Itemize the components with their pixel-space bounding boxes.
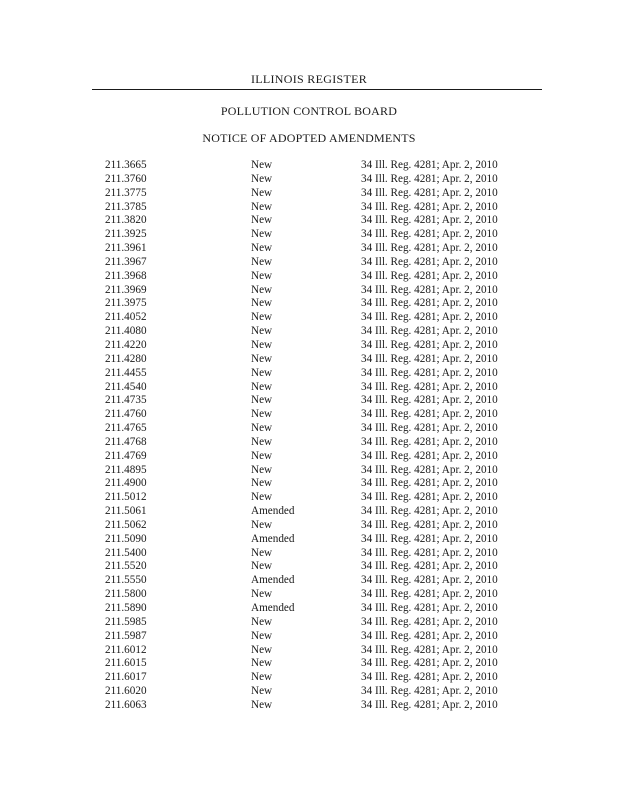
- section-number: 211.4895: [105, 463, 147, 476]
- register-citation: 34 Ill. Reg. 4281; Apr. 2, 2010: [361, 518, 498, 531]
- action-type: New: [251, 449, 273, 462]
- table-row: [0, 256, 618, 270]
- table-row: [0, 187, 618, 201]
- action-type: New: [251, 186, 273, 199]
- section-number: 211.4900: [105, 477, 147, 490]
- section-number: 211.5987: [105, 629, 147, 642]
- table-row: [0, 616, 618, 630]
- table-row: [0, 671, 618, 685]
- action-type: New: [251, 615, 273, 628]
- action-type: New: [251, 408, 273, 421]
- register-citation: 34 Ill. Reg. 4281; Apr. 2, 2010: [361, 366, 498, 379]
- action-type: New: [251, 172, 273, 185]
- action-type: New: [251, 325, 273, 338]
- table-row: [0, 311, 618, 325]
- action-type: New: [251, 657, 273, 670]
- register-citation: 34 Ill. Reg. 4281; Apr. 2, 2010: [361, 172, 498, 185]
- register-citation: 34 Ill. Reg. 4281; Apr. 2, 2010: [361, 338, 498, 351]
- section-number: 211.6015: [105, 657, 147, 670]
- table-row: [0, 505, 618, 519]
- register-citation: 34 Ill. Reg. 4281; Apr. 2, 2010: [361, 422, 498, 435]
- action-type: Amended: [251, 532, 295, 545]
- table-row: [0, 450, 618, 464]
- section-number: 211.5090: [105, 532, 147, 545]
- register-citation: 34 Ill. Reg. 4281; Apr. 2, 2010: [361, 228, 498, 241]
- action-type: New: [251, 491, 273, 504]
- table-row: [0, 270, 618, 284]
- section-number: 211.5012: [105, 491, 147, 504]
- action-type: New: [251, 546, 273, 559]
- action-type: New: [251, 435, 273, 448]
- board-title: POLLUTION CONTROL BOARD: [220, 104, 398, 118]
- table-row: [0, 519, 618, 533]
- section-number: 211.5800: [105, 588, 147, 601]
- table-row: [0, 214, 618, 228]
- table-row: [0, 491, 618, 505]
- action-type: New: [251, 643, 273, 656]
- register-citation: 34 Ill. Reg. 4281; Apr. 2, 2010: [361, 311, 498, 324]
- section-number: 211.3665: [105, 159, 147, 171]
- table-row: [0, 242, 618, 256]
- register-citation: 34 Ill. Reg. 4281; Apr. 2, 2010: [361, 602, 498, 614]
- register-citation: 34 Ill. Reg. 4281; Apr. 2, 2010: [361, 186, 498, 199]
- table-row: [0, 464, 618, 478]
- action-type: New: [251, 297, 273, 310]
- table-row: [0, 436, 618, 450]
- table-row: [0, 408, 618, 422]
- register-citation: 34 Ill. Reg. 4281; Apr. 2, 2010: [361, 435, 498, 448]
- table-row: [0, 699, 618, 713]
- section-number: 211.3820: [105, 214, 147, 227]
- action-type: New: [251, 352, 273, 365]
- amendments-table: [0, 159, 618, 713]
- table-row: [0, 228, 618, 242]
- section-number: 211.5520: [105, 560, 147, 573]
- table-row: [0, 657, 618, 671]
- section-number: 211.3975: [105, 297, 147, 310]
- action-type: New: [251, 671, 273, 684]
- section-number: 211.3968: [105, 269, 147, 282]
- register-citation: 34 Ill. Reg. 4281; Apr. 2, 2010: [361, 449, 498, 462]
- table-row: [0, 284, 618, 298]
- section-number: 211.3925: [105, 228, 147, 241]
- action-type: New: [251, 477, 273, 490]
- action-type: New: [251, 228, 273, 241]
- register-title: ILLINOIS REGISTER: [250, 72, 368, 86]
- section-number: 211.4455: [105, 366, 147, 379]
- header-rule: [92, 89, 542, 90]
- action-type: New: [251, 560, 273, 573]
- action-type: New: [251, 366, 273, 379]
- register-citation: 34 Ill. Reg. 4281; Apr. 2, 2010: [361, 643, 498, 656]
- action-type: New: [251, 588, 273, 601]
- action-type: New: [251, 269, 273, 282]
- action-type: New: [251, 685, 273, 698]
- action-type: New: [251, 338, 273, 351]
- register-citation: 34 Ill. Reg. 4281; Apr. 2, 2010: [361, 671, 498, 684]
- register-citation: 34 Ill. Reg. 4281; Apr. 2, 2010: [361, 629, 498, 642]
- action-type: New: [251, 242, 273, 255]
- action-type: New: [251, 518, 273, 531]
- register-citation: 34 Ill. Reg. 4281; Apr. 2, 2010: [361, 491, 498, 504]
- section-number: 211.4540: [105, 380, 147, 393]
- action-type: New: [251, 200, 273, 213]
- section-number: 211.6017: [105, 671, 147, 684]
- table-row: [0, 339, 618, 353]
- section-number: 211.6063: [105, 698, 147, 711]
- section-number: 211.4280: [105, 352, 147, 365]
- register-citation: 34 Ill. Reg. 4281; Apr. 2, 2010: [361, 269, 498, 282]
- section-number: 211.5550: [105, 574, 147, 587]
- section-number: 211.3760: [105, 172, 147, 185]
- register-citation: 34 Ill. Reg. 4281; Apr. 2, 2010: [361, 325, 498, 338]
- register-citation: 34 Ill. Reg. 4281; Apr. 2, 2010: [361, 685, 498, 698]
- section-number: 211.4052: [105, 311, 147, 324]
- action-type: New: [251, 394, 273, 407]
- register-citation: 34 Ill. Reg. 4281; Apr. 2, 2010: [361, 505, 498, 518]
- table-row: [0, 353, 618, 367]
- action-type: Amended: [251, 574, 295, 587]
- register-citation: 34 Ill. Reg. 4281; Apr. 2, 2010: [361, 283, 498, 296]
- table-row: [0, 201, 618, 215]
- register-citation: 34 Ill. Reg. 4281; Apr. 2, 2010: [361, 574, 498, 587]
- register-citation: 34 Ill. Reg. 4281; Apr. 2, 2010: [361, 394, 498, 407]
- action-type: New: [251, 311, 273, 324]
- register-citation: 34 Ill. Reg. 4281; Apr. 2, 2010: [361, 352, 498, 365]
- action-type: New: [251, 629, 273, 642]
- table-row: [0, 422, 618, 436]
- table-row: [0, 477, 618, 491]
- action-type: New: [251, 159, 273, 171]
- section-number: 211.3961: [105, 242, 147, 255]
- action-type: New: [251, 463, 273, 476]
- table-row: [0, 588, 618, 602]
- action-type: New: [251, 283, 273, 296]
- register-citation: 34 Ill. Reg. 4281; Apr. 2, 2010: [361, 408, 498, 421]
- section-number: 211.4080: [105, 325, 147, 338]
- action-type: New: [251, 214, 273, 227]
- section-number: 211.4760: [105, 408, 147, 421]
- table-row: [0, 394, 618, 408]
- register-citation: 34 Ill. Reg. 4281; Apr. 2, 2010: [361, 532, 498, 545]
- table-row: [0, 644, 618, 658]
- section-number: 211.5985: [105, 615, 147, 628]
- table-row: [0, 602, 618, 616]
- section-number: 211.6012: [105, 643, 147, 656]
- action-type: Amended: [251, 505, 295, 518]
- section-number: 211.4769: [105, 449, 147, 462]
- register-citation: 34 Ill. Reg. 4281; Apr. 2, 2010: [361, 615, 498, 628]
- register-citation: 34 Ill. Reg. 4281; Apr. 2, 2010: [361, 588, 498, 601]
- table-row: [0, 297, 618, 311]
- section-number: 211.5890: [105, 602, 147, 614]
- action-type: New: [251, 380, 273, 393]
- action-type: New: [251, 422, 273, 435]
- section-number: 211.6020: [105, 685, 147, 698]
- section-number: 211.5400: [105, 546, 147, 559]
- register-citation: 34 Ill. Reg. 4281; Apr. 2, 2010: [361, 200, 498, 213]
- section-number: 211.4735: [105, 394, 147, 407]
- section-number: 211.4765: [105, 422, 147, 435]
- register-citation: 34 Ill. Reg. 4281; Apr. 2, 2010: [361, 560, 498, 573]
- register-citation: 34 Ill. Reg. 4281; Apr. 2, 2010: [361, 297, 498, 310]
- register-citation: 34 Ill. Reg. 4281; Apr. 2, 2010: [361, 255, 498, 268]
- action-type: Amended: [251, 602, 295, 614]
- register-citation: 34 Ill. Reg. 4281; Apr. 2, 2010: [361, 657, 498, 670]
- register-citation: 34 Ill. Reg. 4281; Apr. 2, 2010: [361, 214, 498, 227]
- table-row: [0, 159, 618, 173]
- section-number: 211.5062: [105, 518, 147, 531]
- section-number: 211.4768: [105, 435, 147, 448]
- table-row: [0, 325, 618, 339]
- register-citation: 34 Ill. Reg. 4281; Apr. 2, 2010: [361, 546, 498, 559]
- section-number: 211.3785: [105, 200, 147, 213]
- table-row: [0, 574, 618, 588]
- register-citation: 34 Ill. Reg. 4281; Apr. 2, 2010: [361, 380, 498, 393]
- register-citation: 34 Ill. Reg. 4281; Apr. 2, 2010: [361, 463, 498, 476]
- notice-title: NOTICE OF ADOPTED AMENDMENTS: [202, 131, 416, 145]
- table-row: [0, 560, 618, 574]
- table-row: [0, 685, 618, 699]
- table-row: [0, 630, 618, 644]
- table-row: [0, 533, 618, 547]
- register-citation: 34 Ill. Reg. 4281; Apr. 2, 2010: [361, 477, 498, 490]
- action-type: New: [251, 698, 273, 711]
- section-number: 211.5061: [105, 505, 147, 518]
- register-citation: 34 Ill. Reg. 4281; Apr. 2, 2010: [361, 242, 498, 255]
- section-number: 211.3775: [105, 186, 147, 199]
- register-citation: 34 Ill. Reg. 4281; Apr. 2, 2010: [361, 159, 498, 171]
- table-row: [0, 367, 618, 381]
- table-row: [0, 547, 618, 561]
- table-row: [0, 173, 618, 187]
- table-row: [0, 381, 618, 395]
- section-number: 211.3969: [105, 283, 147, 296]
- section-number: 211.4220: [105, 338, 147, 351]
- section-number: 211.3967: [105, 255, 147, 268]
- register-citation: 34 Ill. Reg. 4281; Apr. 2, 2010: [361, 698, 498, 711]
- action-type: New: [251, 255, 273, 268]
